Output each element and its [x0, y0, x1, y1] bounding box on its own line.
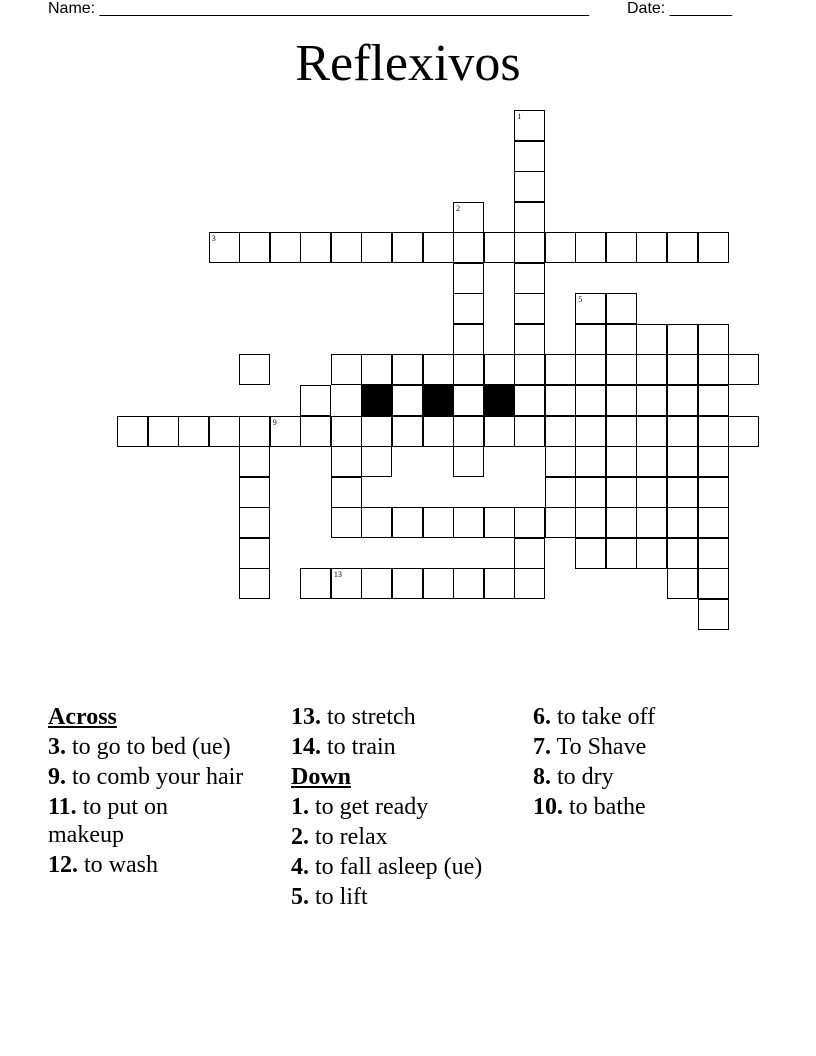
crossword-cell[interactable] [392, 232, 423, 263]
clue-down-1 [291, 793, 491, 821]
clue-text: to fall asleep (ue) [315, 854, 483, 880]
date-field-label: Date: _______ [627, 0, 732, 17]
clue-down-2 [291, 823, 491, 851]
crossword-cell[interactable] [636, 477, 667, 508]
clue-number: 14. [291, 734, 321, 760]
crossword-cell[interactable] [545, 416, 576, 447]
crossword-cell[interactable] [239, 416, 270, 447]
crossword-cell[interactable] [606, 354, 637, 385]
crossword-cell[interactable] [606, 232, 637, 263]
crossword-cell[interactable] [361, 507, 392, 538]
crossword-cell[interactable] [575, 385, 606, 416]
crossword-cell[interactable] [453, 232, 484, 263]
crossword-cell[interactable] [300, 232, 331, 263]
crossword-cell[interactable] [667, 507, 698, 538]
crossword-cell[interactable] [636, 354, 667, 385]
clue-across-3 [48, 733, 248, 761]
name-field-label: Name: _______________________________________________________ [48, 0, 589, 17]
crossword-cell[interactable] [698, 568, 729, 599]
clue-across-12 [48, 851, 248, 879]
clue-number: 4. [291, 854, 309, 880]
crossword-cell[interactable] [575, 354, 606, 385]
crossword-cell[interactable] [361, 232, 392, 263]
crossword-cell[interactable] [331, 507, 362, 538]
crossword-cell[interactable] [575, 446, 606, 477]
crossword-cell[interactable] [331, 232, 362, 263]
page-title: Reflexivos [295, 35, 521, 92]
crossword-cell[interactable] [636, 385, 667, 416]
clue-number-label: 9 [272, 417, 277, 427]
clue-number: 6. [533, 704, 551, 730]
crossword-cell[interactable] [209, 416, 240, 447]
crossword-cell[interactable] [667, 232, 698, 263]
crossword-cell[interactable] [239, 477, 270, 508]
clue-text: to put on makeup [48, 794, 169, 848]
clue-text: to comb your hair [72, 764, 244, 790]
crossword-cell[interactable] [484, 354, 515, 385]
crossword-cell[interactable] [361, 446, 392, 477]
crossword-cell[interactable] [545, 354, 576, 385]
crossword-cell[interactable] [606, 507, 637, 538]
crossword-cell[interactable] [514, 171, 545, 202]
crossword-cell[interactable] [239, 354, 270, 385]
crossword-cell[interactable] [698, 538, 729, 569]
crossword-cell[interactable] [178, 416, 209, 447]
crossword-cell[interactable] [392, 416, 423, 447]
crossword-cell[interactable] [698, 232, 729, 263]
crossword-cell[interactable] [514, 141, 545, 172]
clue-number-label: 3 [211, 234, 216, 244]
clue-number: 5. [291, 884, 309, 910]
clue-across-14 [291, 733, 491, 761]
crossword-cell[interactable] [484, 507, 515, 538]
crossword-cell[interactable] [239, 507, 270, 538]
crossword-cell[interactable] [484, 568, 515, 599]
clues-column-2 [291, 703, 491, 913]
crossword-cell[interactable] [606, 538, 637, 569]
crossword-cell[interactable] [331, 354, 362, 385]
crossword-cell[interactable] [423, 416, 454, 447]
clue-down-4 [291, 853, 491, 881]
crossword-cell[interactable] [514, 568, 545, 599]
crossword-cell[interactable] [545, 446, 576, 477]
crossword-cell[interactable] [361, 354, 392, 385]
blocked-cell [484, 385, 515, 416]
clue-text: to lift [315, 884, 368, 910]
down-heading: Down [291, 764, 352, 790]
crossword-cell[interactable] [636, 232, 667, 263]
clue-number: 12. [48, 852, 78, 878]
clue-down-6 [533, 703, 753, 731]
clue-number: 3. [48, 734, 66, 760]
crossword-cell[interactable] [514, 263, 545, 294]
blocked-cell [423, 385, 454, 416]
crossword-cell[interactable] [667, 324, 698, 355]
clue-text: to bathe [569, 794, 646, 820]
crossword-cell[interactable] [423, 232, 454, 263]
clue-number: 13. [291, 704, 321, 730]
crossword-cell[interactable] [575, 477, 606, 508]
crossword-cell[interactable] [667, 538, 698, 569]
crossword-cell[interactable] [698, 416, 729, 447]
crossword-cell[interactable] [698, 354, 729, 385]
crossword-cell[interactable] [331, 416, 362, 447]
crossword-cell[interactable] [331, 446, 362, 477]
crossword-cell[interactable] [239, 538, 270, 569]
crossword-cell[interactable] [117, 416, 148, 447]
crossword-cell[interactable] [453, 446, 484, 477]
crossword-cell[interactable] [667, 354, 698, 385]
crossword-cell[interactable] [698, 324, 729, 355]
crossword-cell[interactable] [606, 446, 637, 477]
crossword-cell[interactable] [514, 385, 545, 416]
crossword-cell[interactable] [575, 538, 606, 569]
clue-down-5 [291, 883, 491, 911]
crossword-cell[interactable] [514, 416, 545, 447]
clue-number-label: 5 [578, 295, 583, 305]
crossword-cell[interactable] [423, 568, 454, 599]
crossword-cell[interactable] [575, 293, 606, 324]
crossword-cell[interactable] [392, 354, 423, 385]
crossword-cell[interactable] [606, 477, 637, 508]
crossword-cell[interactable] [209, 232, 240, 263]
crossword-cell[interactable] [575, 324, 606, 355]
clue-number: 2. [291, 824, 309, 850]
clue-number-label: 2 [456, 203, 461, 213]
crossword-cell[interactable] [361, 416, 392, 447]
clue-text: To Shave [556, 734, 647, 760]
across-heading: Across [48, 704, 117, 730]
crossword-cell[interactable] [453, 385, 484, 416]
crossword-cell[interactable] [667, 385, 698, 416]
crossword-cell[interactable] [667, 477, 698, 508]
crossword-cell[interactable] [423, 354, 454, 385]
crossword-cell[interactable] [331, 568, 362, 599]
clue-text: to train [327, 734, 396, 760]
clue-number: 10. [533, 794, 563, 820]
crossword-cell[interactable] [667, 568, 698, 599]
crossword-cell[interactable] [392, 568, 423, 599]
crossword-cell[interactable] [575, 507, 606, 538]
crossword-cell[interactable] [545, 507, 576, 538]
clues-column-3 [533, 703, 753, 823]
clue-text: to dry [557, 764, 614, 790]
crossword-cell[interactable] [667, 416, 698, 447]
clue-across-11 [48, 793, 248, 849]
crossword-cell[interactable] [575, 232, 606, 263]
crossword-cell[interactable] [484, 232, 515, 263]
crossword-cell[interactable] [392, 385, 423, 416]
clue-text: to stretch [327, 704, 416, 730]
crossword-cell[interactable] [575, 416, 606, 447]
crossword-cell[interactable] [453, 324, 484, 355]
crossword-cell[interactable] [239, 446, 270, 477]
clue-number: 11. [48, 794, 77, 820]
crossword-cell[interactable] [270, 232, 301, 263]
crossword-cell[interactable] [728, 416, 759, 447]
crossword-cell[interactable] [270, 416, 301, 447]
crossword-cell[interactable] [514, 293, 545, 324]
crossword-cell[interactable] [300, 416, 331, 447]
crossword-cell[interactable] [698, 477, 729, 508]
crossword-cell[interactable] [514, 538, 545, 569]
clue-text: to take off [557, 704, 656, 730]
crossword-cell[interactable] [239, 232, 270, 263]
crossword-cell[interactable] [453, 416, 484, 447]
crossword-cell[interactable] [514, 324, 545, 355]
crossword-cell[interactable] [636, 538, 667, 569]
crossword-cell[interactable] [606, 385, 637, 416]
crossword-cell[interactable] [514, 202, 545, 233]
crossword-cell[interactable] [545, 385, 576, 416]
clue-across-9 [48, 763, 248, 791]
crossword-cell[interactable] [453, 202, 484, 233]
crossword-cell[interactable] [300, 568, 331, 599]
clue-number: 9. [48, 764, 66, 790]
crossword-cell[interactable] [453, 354, 484, 385]
crossword-cell[interactable] [636, 507, 667, 538]
crossword-cell[interactable] [514, 232, 545, 263]
crossword-cell[interactable] [423, 507, 454, 538]
clues-column-1 [48, 703, 248, 881]
crossword-cell[interactable] [361, 568, 392, 599]
crossword-cell[interactable] [148, 416, 179, 447]
crossword-cell[interactable] [545, 232, 576, 263]
crossword-cell[interactable] [606, 416, 637, 447]
crossword-cell[interactable] [392, 507, 423, 538]
clue-down-10 [533, 793, 753, 821]
crossword-cell[interactable] [514, 354, 545, 385]
crossword-cell[interactable] [728, 354, 759, 385]
clue-across-13 [291, 703, 491, 731]
crossword-cell[interactable] [453, 293, 484, 324]
clue-down-8 [533, 763, 753, 791]
crossword-cell[interactable] [514, 110, 545, 141]
crossword-cell[interactable] [453, 263, 484, 294]
crossword-cell[interactable] [453, 568, 484, 599]
crossword-cell[interactable] [698, 599, 729, 630]
crossword-cell[interactable] [300, 385, 331, 416]
clue-down-7 [533, 733, 753, 761]
clue-text: to relax [315, 824, 388, 850]
crossword-cell[interactable] [636, 446, 667, 477]
crossword-cell[interactable] [636, 324, 667, 355]
clue-text: to go to bed (ue) [72, 734, 231, 760]
clue-number: 8. [533, 764, 551, 790]
clue-text: to wash [84, 852, 158, 878]
clue-number-label: 13 [333, 570, 342, 580]
crossword-cell[interactable] [606, 324, 637, 355]
crossword-cell[interactable] [514, 507, 545, 538]
crossword-cell[interactable] [453, 507, 484, 538]
crossword-cell[interactable] [239, 568, 270, 599]
clue-number-label: 1 [517, 112, 522, 121]
crossword-cell[interactable] [636, 416, 667, 447]
crossword-cell[interactable] [484, 416, 515, 447]
blocked-cell [361, 385, 392, 416]
crossword-cell[interactable] [698, 446, 729, 477]
crossword-cell[interactable] [667, 446, 698, 477]
crossword-cell[interactable] [606, 293, 637, 324]
crossword-cell[interactable] [698, 385, 729, 416]
clue-text: to get ready [315, 794, 429, 820]
clue-number: 7. [533, 734, 551, 760]
crossword-cell[interactable] [545, 477, 576, 508]
crossword-cell[interactable] [331, 477, 362, 508]
clue-number: 1. [291, 794, 309, 820]
crossword-cell[interactable] [698, 507, 729, 538]
